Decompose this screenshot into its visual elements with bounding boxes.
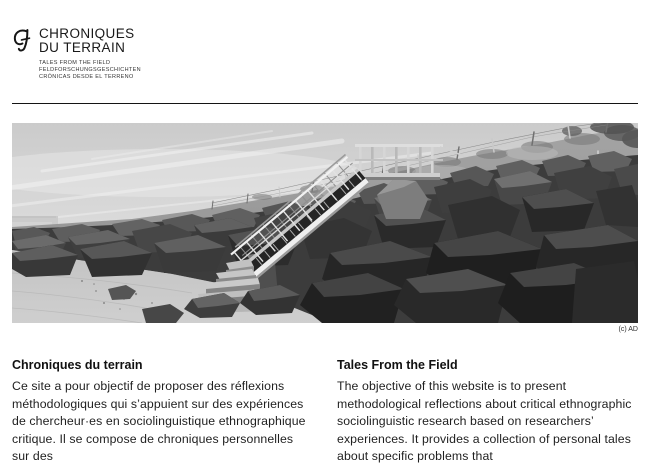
site-header [12, 27, 638, 81]
subtitle-line: FELDFORSCHUNGSGESCHICHTEN [39, 67, 141, 73]
subtitle-line: CRÓNICAS DESDE EL TERRENO [39, 74, 134, 80]
subtitle-line: TALES FROM THE FIELD [39, 60, 111, 66]
intro-heading-fr: Chroniques du terrain [12, 358, 143, 372]
intro-column-en [337, 357, 638, 466]
intro-column-fr [12, 357, 313, 466]
hero-photo-image [12, 123, 638, 323]
intro-body-fr: Ce site a pour objectif de proposer des réflexions méthodologiques qui s’appuient sur des expériences de chercheur·es en sociolinguistique ethnographique critique. Il se compose de chroniques personnelles sur des [12, 379, 306, 464]
intro-body-en: The objective of this website is to present methodological reflections about critical ethnographic sociolinguistic research based on researchers’ experiences. It provides a collection of personal tales about specific problems that [337, 379, 632, 464]
logo-mark-icon[interactable] [12, 28, 31, 53]
page [0, 27, 650, 466]
photo-credit: (c) AD [618, 326, 638, 333]
header-divider [12, 103, 638, 104]
site-title: CHRONIQUES DU TERRAIN [39, 26, 135, 55]
intro-columns [12, 357, 638, 466]
intro-heading-en: Tales From the Field [337, 358, 458, 372]
site-subtitles [39, 60, 141, 81]
hero-photo [12, 123, 638, 323]
site-title-block[interactable] [39, 27, 141, 81]
